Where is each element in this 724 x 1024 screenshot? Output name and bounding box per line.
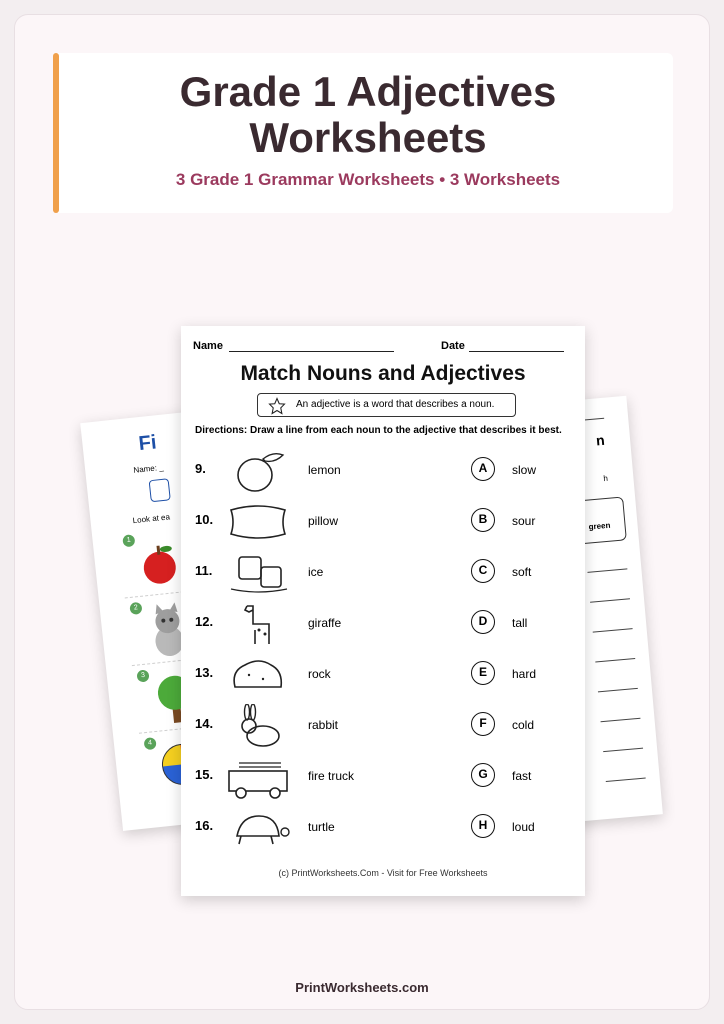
preview-left-box	[149, 478, 171, 502]
row-number: 11.	[195, 563, 213, 578]
answer-line	[606, 778, 646, 782]
letter-circle: C	[471, 559, 495, 583]
match-row	[181, 702, 585, 752]
preview-left-title: Fi	[137, 431, 158, 456]
answer-line	[598, 688, 638, 692]
name-line	[229, 351, 394, 352]
page-title: Grade 1 Adjectives Worksheets	[179, 68, 557, 161]
adjective-label: hard	[512, 667, 537, 681]
item-number: 3	[136, 669, 149, 682]
worksheet-title: Match Nouns and Adjectives	[240, 362, 526, 385]
adjective-label: sour	[512, 514, 536, 528]
match-row	[181, 549, 585, 599]
row-number: 15.	[195, 767, 214, 782]
match-row	[181, 447, 585, 497]
worksheet-preview-main[interactable]	[181, 326, 585, 896]
letter-circle: D	[471, 610, 495, 634]
letter-circle: H	[471, 814, 495, 838]
noun-label: lemon	[308, 463, 341, 477]
letter-circle: A	[471, 457, 495, 481]
adjective-label: slow	[512, 463, 537, 477]
letter-circle: E	[471, 661, 495, 685]
preview-right-text-fragment: h	[602, 473, 609, 484]
preview-left-instruction: Look at ea	[132, 512, 171, 526]
row-number: 12.	[195, 614, 214, 629]
name-label: Name	[193, 340, 223, 352]
answer-line	[593, 628, 633, 632]
answer-line	[603, 748, 643, 752]
answer-line	[590, 598, 630, 602]
star-icon	[268, 397, 286, 415]
noun-label: rabbit	[308, 718, 339, 732]
adjective-label: loud	[512, 820, 535, 834]
row-number: 10.	[195, 512, 214, 527]
fire-truck-icon	[225, 755, 291, 799]
rabbit-icon	[225, 704, 291, 748]
row-number: 14.	[195, 716, 214, 731]
date-line	[469, 351, 564, 352]
match-row	[181, 498, 585, 548]
preview-right-title-fragment: n	[595, 431, 606, 449]
rock-icon	[225, 653, 291, 697]
word-bank-word: green	[588, 520, 611, 532]
row-number: 9.	[195, 461, 206, 476]
match-row	[181, 600, 585, 650]
letter-circle: B	[471, 508, 495, 532]
adjective-label: tall	[512, 616, 528, 630]
accent-bar	[53, 53, 59, 213]
ice-icon	[225, 551, 291, 595]
adjective-label: cold	[512, 718, 535, 732]
noun-label: rock	[308, 667, 331, 681]
turtle-icon	[225, 806, 291, 850]
match-row	[181, 753, 585, 803]
adjective-label: fast	[512, 769, 532, 783]
noun-label: fire truck	[308, 769, 355, 783]
page-subtitle: 3 Grade 1 Grammar Worksheets • 3 Worksheets	[175, 170, 561, 189]
giraffe-icon	[225, 602, 291, 646]
noun-label: turtle	[308, 820, 335, 834]
page-frame	[14, 14, 710, 1010]
noun-label: pillow	[308, 514, 339, 528]
item-number: 2	[129, 602, 142, 615]
preview-left-name: Name: _	[133, 462, 165, 475]
row-number: 13.	[195, 665, 214, 680]
answer-line	[601, 718, 641, 722]
item-number: 4	[144, 737, 157, 750]
date-label: Date	[441, 340, 465, 352]
letter-circle: G	[471, 763, 495, 787]
worksheet-footer: (c) PrintWorksheets.Com - Visit for Free Worksheets	[278, 868, 488, 878]
pillow-icon	[225, 500, 291, 544]
row-number: 16.	[195, 818, 214, 833]
item-number: 1	[122, 534, 135, 547]
match-row	[181, 804, 585, 854]
answer-line	[587, 568, 627, 572]
hint-text: An adjective is a word that describes a noun.	[296, 399, 495, 410]
site-footer-link[interactable]: PrintWorksheets.com	[295, 980, 429, 995]
directions: Directions: Draw a line from each noun to the adjective that describes it best.	[195, 425, 562, 436]
adjective-label: soft	[512, 565, 532, 579]
match-row	[181, 651, 585, 701]
noun-label: ice	[308, 565, 324, 579]
lemon-icon	[225, 449, 291, 493]
hint-box	[257, 393, 516, 417]
noun-label: giraffe	[308, 616, 342, 630]
title-banner	[53, 53, 673, 213]
answer-line	[595, 658, 635, 662]
letter-circle: F	[471, 712, 495, 736]
